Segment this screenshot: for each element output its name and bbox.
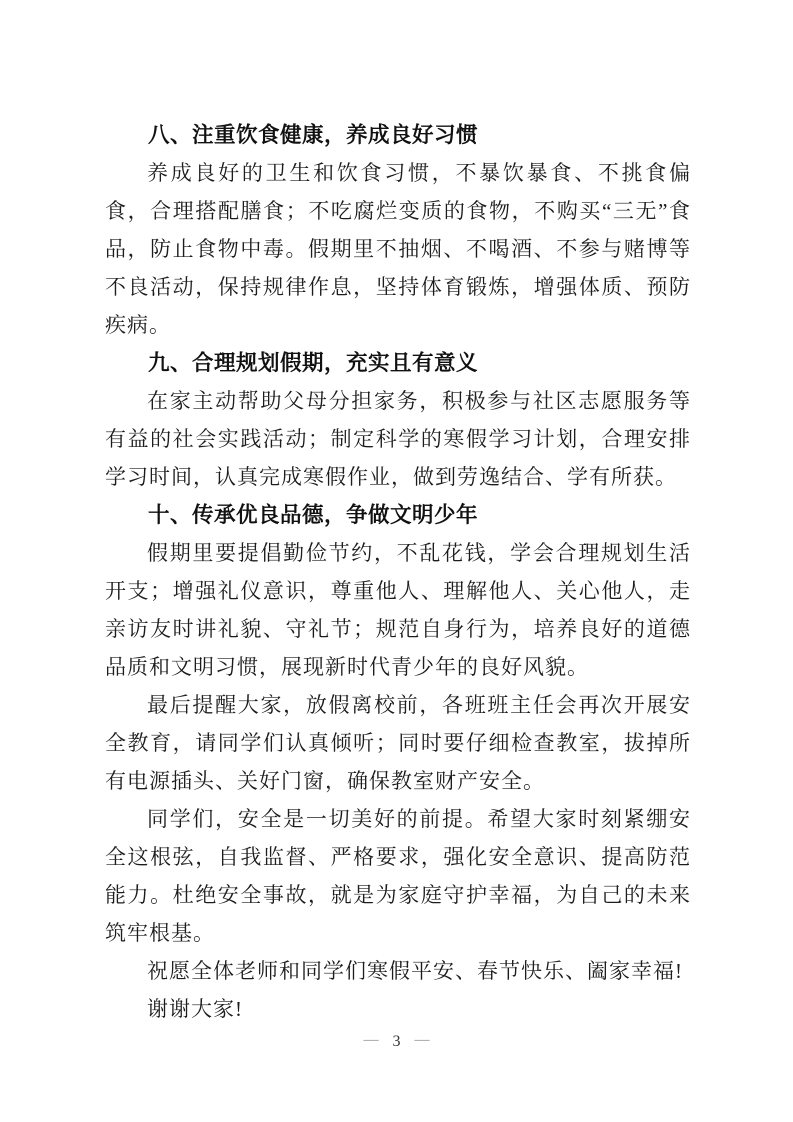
section-heading: 八、注重饮食健康，养成良好习惯 — [148, 123, 479, 147]
footer-dash-left: — — [363, 1032, 379, 1048]
body-paragraph: 养成良好的卫生和饮食习惯，不暴饮暴食、不挑食偏食，合理搭配膳食；不吃腐烂变质的食物，不购买“三无”食品，防止食物中毒。假期里不抽烟、不喝酒、不参与赌博等不良活动，保持规律作息，坚持体育锻炼，增强体质、预防疾病。 — [105, 161, 691, 337]
page-footer — [0, 1031, 793, 1053]
section-heading: 九、合理规划假期，充实且有意义 — [148, 351, 479, 375]
body-paragraph: 假期里要提倡勤俭节约，不乱花钱，学会合理规划生活开支；增强礼仪意识，尊重他人、理解他人、关心他人，走亲访友时讲礼貌、守礼节；规范自身行为，培养良好的道德品质和文明习惯，展现新时代青少年的良好风貌。 — [105, 541, 691, 679]
footer-dash-right: — — [414, 1032, 430, 1048]
body-paragraph: 祝愿全体老师和同学们寒假平安、春节快乐、阖家幸福! — [147, 959, 683, 983]
document-body — [105, 116, 691, 1028]
body-paragraph: 最后提醒大家，放假离校前，各班班主任会再次开展安全教育，请同学们认真倾听；同时要仔细检查教室，拔掉所有电源插头、关好门窗，确保教室财产安全。 — [105, 693, 691, 793]
body-paragraph: 在家主动帮助父母分担家务，积极参与社区志愿服务等有益的社会实践活动；制定科学的寒假学习计划，合理安排学习时间，认真完成寒假作业，做到劳逸结合、学有所获。 — [105, 389, 691, 489]
body-paragraph: 同学们，安全是一切美好的前提。希望大家时刻紧绷安全这根弦，自我监督、严格要求，强化安全意识、提高防范能力。杜绝安全事故，就是为家庭守护幸福，为自己的未来筑牢根基。 — [105, 807, 691, 945]
section-heading: 十、传承优良品德，争做文明少年 — [148, 503, 479, 527]
page-number: 3 — [392, 1033, 401, 1050]
body-paragraph: 谢谢大家! — [147, 997, 243, 1021]
